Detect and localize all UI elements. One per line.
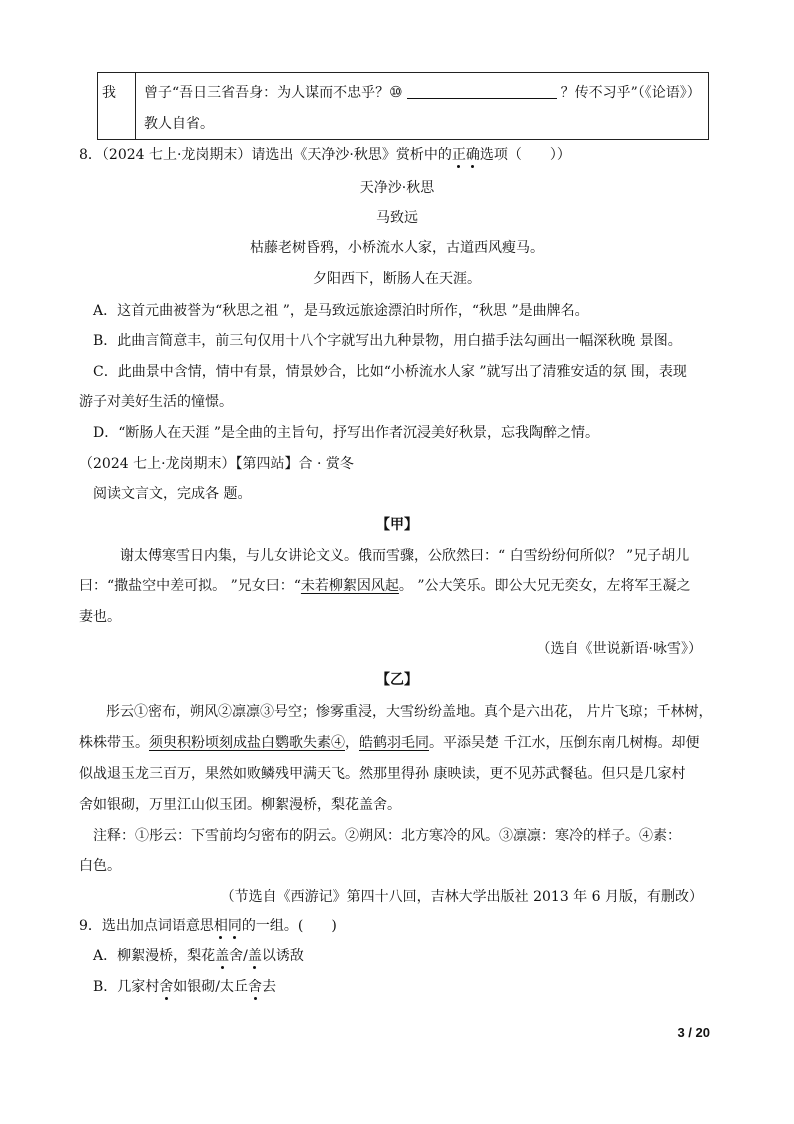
poem-title: 天净沙·秋思 xyxy=(359,180,435,196)
q8-option-c[interactable]: C．此曲景中含情，情中有景，情景妙合，比如“小桥流水人家 ”就写出了清雅安适的氛 围，表现 xyxy=(93,364,687,380)
q9-option-b[interactable] xyxy=(93,977,276,997)
annotation-line-2: 白色。 xyxy=(79,858,121,874)
passage-yi-source: （节选自《西游记》第四十八回，吉林大学出版社 2013 年 6 月版，有删改） xyxy=(220,889,703,905)
passage-text: ， xyxy=(345,735,359,751)
poem-line-1: 枯藤老树昏鸦，小桥流水人家，古道西风瘦马。 xyxy=(250,240,544,256)
fill-blank[interactable] xyxy=(407,84,557,99)
q8-stem-tail: 选项（ ）） xyxy=(479,147,571,163)
emphasis-dot-char: 同 xyxy=(227,918,242,934)
table-row-head: 我 xyxy=(102,85,116,101)
emphasis-dot-char: 确 xyxy=(465,147,480,163)
q8-option-d[interactable]: D．“断肠人在天涯 ”是全曲的主旨句，抒写出作者沉浸美好秋景，忘我陶醉之情。 xyxy=(93,425,599,441)
passage-text: 株株带玉。 xyxy=(79,735,149,751)
q8-stem xyxy=(79,145,571,165)
emphasis-dot-char: 正 xyxy=(451,147,466,163)
q9-stem-text: 9．选出加点词语意思 xyxy=(79,918,214,934)
option-text: 去 xyxy=(262,979,277,995)
q8-stem-text: 8．（2024 七上·龙岗期末）请选出《天净沙·秋思》赏析中的 xyxy=(79,147,452,163)
passage-jia-line-1: 谢太傅寒雪日内集，与儿女讲论文义。俄而雪骤，公欣然曰：“ 白雪纷纷何所似？ ”兄子胡儿 xyxy=(120,548,690,564)
option-text: 舍/ xyxy=(229,948,248,964)
passage-text: 曰：“撒盐空中差可拟。 ”兄女曰：“ xyxy=(79,578,301,594)
q8-option-a[interactable]: A．这首元曲被誉为“秋思之祖 ”，是马致远旅途漂泊时所作，“秋思 ”是曲牌名。 xyxy=(93,303,589,319)
prompt-table xyxy=(97,72,709,140)
passage-yi-title: 【乙】 xyxy=(376,672,418,688)
passage-yi-line-1: 彤云①密布，朔风②凛凛③号空；惨雾重浸，大雪纷纷盖地。真个是六出花， 片片飞琼；千林树， xyxy=(106,704,713,720)
emphasis-dot-char: 盖 xyxy=(215,948,230,964)
reading-instruction: 阅读文言文，完成各 题。 xyxy=(93,486,252,502)
option-text: A．柳絮漫桥，梨花 xyxy=(93,948,216,964)
table-line-2: 教人自省。 xyxy=(144,116,214,132)
passage-yi-line-4: 舍如银砌，万里江山似玉团。柳絮漫桥，梨花盖舍。 xyxy=(79,797,401,813)
passage-text: 。平添吴楚 千江水，压倒东南几树梅。却便 xyxy=(429,735,700,751)
section-header: （2024 七上·龙岗期末）【第四站】合 · 赏冬 xyxy=(79,456,354,472)
passage-jia-title: 【甲】 xyxy=(376,517,418,533)
underlined-sentence: 须臾积粉顷刻成盐白鹦歌失素④ xyxy=(149,735,345,751)
option-text: B．几家村 xyxy=(93,979,160,995)
table-line-1 xyxy=(144,82,701,102)
annotation-line-1: 注释：①彤云：下雪前均匀密布的阴云。②朔风：北方寒冷的风。③凛凛：寒冷的样子。④素： xyxy=(93,828,681,844)
poem-author: 马致远 xyxy=(376,210,418,226)
q8-option-b[interactable]: B．此曲言简意丰，前三句仅用十八个字就写出九种景物，用白描手法勾画出一幅深秋晚 景图。 xyxy=(93,333,682,349)
underlined-sentence: 未若柳絮因风起 xyxy=(300,578,399,594)
underlined-sentence: 皓鹤羽毛同 xyxy=(359,735,429,751)
emphasis-dot-char: 盖 xyxy=(247,948,262,964)
poem-line-2: 夕阳西下，断肠人在天涯。 xyxy=(313,271,481,287)
emphasis-dot-char: 相 xyxy=(213,918,228,934)
passage-yi-line-2 xyxy=(79,733,699,753)
table-line-1-tail: ？传不习乎”（《论语》） xyxy=(560,85,701,101)
table-line-1-text: 曾子“吾日三省吾身：为人谋而不忠乎？ xyxy=(144,85,390,101)
passage-yi-line-3: 似战退玉龙三百万，果然如败鳞残甲满天飞。然那里得孙 康映读，更不见苏武餐毡。但只是几家村 xyxy=(79,766,686,782)
q9-stem xyxy=(79,916,337,936)
emphasis-dot-char: 舍 xyxy=(159,979,174,995)
passage-text: 。 ”公大笑乐。即公大兄无奕女，左将军王凝之 xyxy=(398,578,691,594)
blank-number: ⑩ xyxy=(389,83,403,101)
option-text: 以诱敌 xyxy=(261,948,304,964)
page-number: 3 / 20 xyxy=(677,1025,710,1040)
option-text: 如银砌/太丘 xyxy=(173,979,249,995)
q9-stem-tail: 的一组。( ) xyxy=(241,918,337,934)
q9-option-a[interactable] xyxy=(93,946,304,966)
q8-option-c-cont: 游子对美好生活的憧憬。 xyxy=(79,394,233,410)
emphasis-dot-char: 舍 xyxy=(248,979,263,995)
passage-jia-line-3: 妻也。 xyxy=(79,609,121,625)
table-divider xyxy=(135,73,136,139)
passage-jia-line-2 xyxy=(79,576,691,596)
passage-jia-source: （选自《世说新语·咏雪》） xyxy=(536,641,702,657)
